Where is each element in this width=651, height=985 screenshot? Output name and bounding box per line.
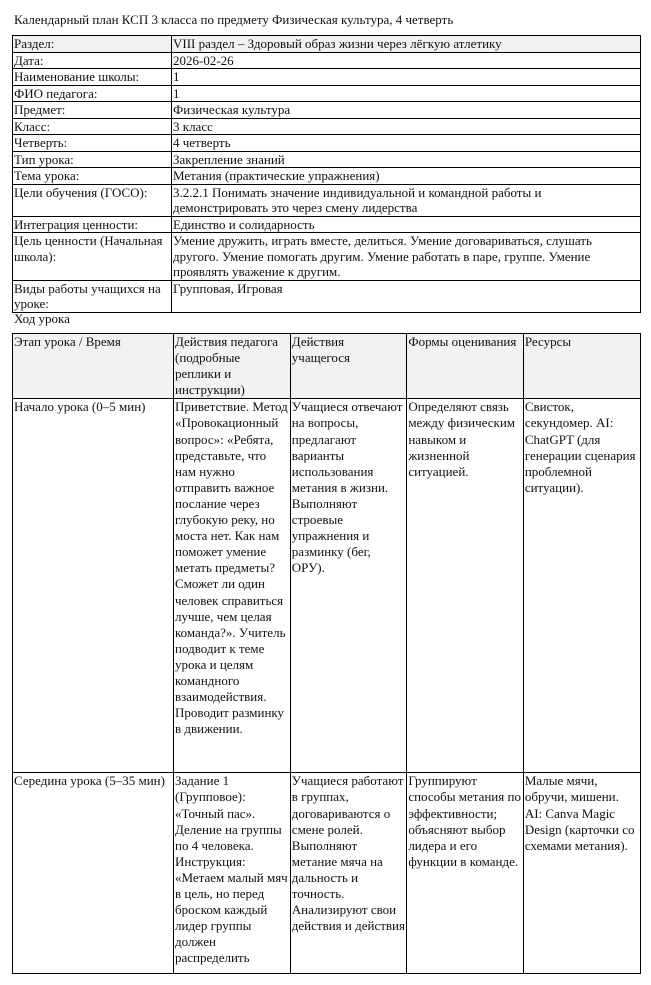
info-table — [12, 35, 641, 313]
info-value: Групповая, Игровая — [172, 280, 641, 312]
info-row — [13, 118, 641, 135]
info-value: 4 четверть — [172, 135, 641, 152]
stage-cell: Начало урока (0–5 мин) — [13, 399, 174, 773]
teacher-actions-cell — [174, 773, 291, 974]
info-row — [13, 36, 641, 53]
info-value: Единство и солидарность — [172, 216, 641, 233]
teacher-actions-text: Задание 1 (Групповое): «Точный пас». Деление на группы по 4 человека. Инструкция: «Метаем малый мяч в цель, но перед броском каждый лидер группы должен распределить — [175, 773, 288, 966]
info-row — [13, 233, 641, 281]
info-key: Предмет: — [13, 102, 172, 119]
lesson-row-start — [13, 399, 641, 773]
assessment-cell — [407, 773, 524, 974]
assessment-text: Группируют способы метания по эффективности; объясняют выбор лидера и его функции в команде. — [408, 773, 521, 869]
info-row — [13, 135, 641, 152]
info-key: Наименование школы: — [13, 69, 172, 86]
info-row — [13, 52, 641, 69]
info-value: 1 — [172, 85, 641, 102]
teacher-actions-cell: Приветствие. Метод «Провокационный вопрос»: «Ребята, представьте, что нам нужно отправить важное послание через глубокую реку, но моста нет. Как нам поможет умение метать предметы? Сможет ли один человек справиться лучше, чем целая команда?». Учитель подводит к теме урока и целям командного взаимодействия. Проводит разминку в движении. — [174, 399, 291, 773]
info-value: 2026-02-26 — [172, 52, 641, 69]
assessment-cell: Определяют связь между физическим навыком и жизненной ситуацией. — [407, 399, 524, 773]
info-row — [13, 280, 641, 312]
info-value: 3 класс — [172, 118, 641, 135]
info-key: Цель ценности (Начальная школа): — [13, 233, 172, 281]
info-key: ФИО педагога: — [13, 85, 172, 102]
info-row — [13, 102, 641, 119]
header-teacher: Действия педагога (подробные реплики и инструкции) — [174, 334, 291, 399]
info-value: Умение дружить, играть вместе, делиться. Умение договариваться, слушать другого. Умение помогать другим. Умение работать в паре, группе. Умение проявлять уважение к другим. — [172, 233, 641, 281]
info-key: Четверть: — [13, 135, 172, 152]
info-key: Дата: — [13, 52, 172, 69]
info-value: 1 — [172, 69, 641, 86]
info-key: Раздел: — [13, 36, 172, 53]
info-key: Интеграция ценности: — [13, 216, 172, 233]
stage-text: Середина урока (5–35 мин) — [14, 773, 165, 789]
info-key: Цели обучения (ГОСО): — [13, 184, 172, 216]
header-students: Действия учащегося — [290, 334, 407, 399]
info-key: Виды работы учащихся на уроке: — [13, 280, 172, 312]
info-value: Метания (практические упражнения) — [172, 168, 641, 185]
info-key: Тип урока: — [13, 151, 172, 168]
info-key: Тема урока: — [13, 168, 172, 185]
info-value: Закрепление знаний — [172, 151, 641, 168]
lesson-row-middle — [13, 773, 641, 974]
info-key: Класс: — [13, 118, 172, 135]
lesson-table — [12, 333, 641, 974]
resources-cell: Свисток, секундомер. AI: ChatGPT (для генерации сценария проблемной ситуации). — [523, 399, 640, 773]
stage-cell — [13, 773, 174, 974]
info-value: 3.2.2.1 Понимать значение индивидуальной и командной работы и демонстрировать это через смену лидерства — [172, 184, 641, 216]
student-actions-text: Учащиеся работают в группах, договариваются о смене ролей. Выполняют метание мяча на дальность и точность. Анализируют свои действия и действия — [291, 773, 405, 934]
info-row — [13, 168, 641, 185]
info-row — [13, 69, 641, 86]
resources-cell — [523, 773, 640, 974]
header-assessment: Формы оценивания — [407, 334, 524, 399]
info-row — [13, 151, 641, 168]
student-actions-cell — [290, 773, 407, 974]
resources-text: Малые мячи, обручи, мишени. AI: Canva Magic Design (карточки со схемами метания). — [524, 773, 635, 853]
header-stage: Этап урока / Время — [13, 334, 174, 399]
student-actions-cell: Учащиеся отвечают на вопросы, предлагают варианты использования метания в жизни. Выполняют строевые упражнения и разминку (бег, ОРУ). — [290, 399, 407, 773]
info-row — [13, 216, 641, 233]
info-row — [13, 85, 641, 102]
lesson-table-header — [13, 334, 641, 399]
lesson-flow-label: Ход урока — [14, 311, 70, 326]
header-resources: Ресурсы — [523, 334, 640, 399]
document-title: Календарный план КСП 3 класса по предмету Физическая культура, 4 четверть — [14, 12, 454, 27]
info-value: VIII раздел – Здоровый образ жизни через лёгкую атлетику — [172, 36, 641, 53]
info-value: Физическая культура — [172, 102, 641, 119]
info-row — [13, 184, 641, 216]
